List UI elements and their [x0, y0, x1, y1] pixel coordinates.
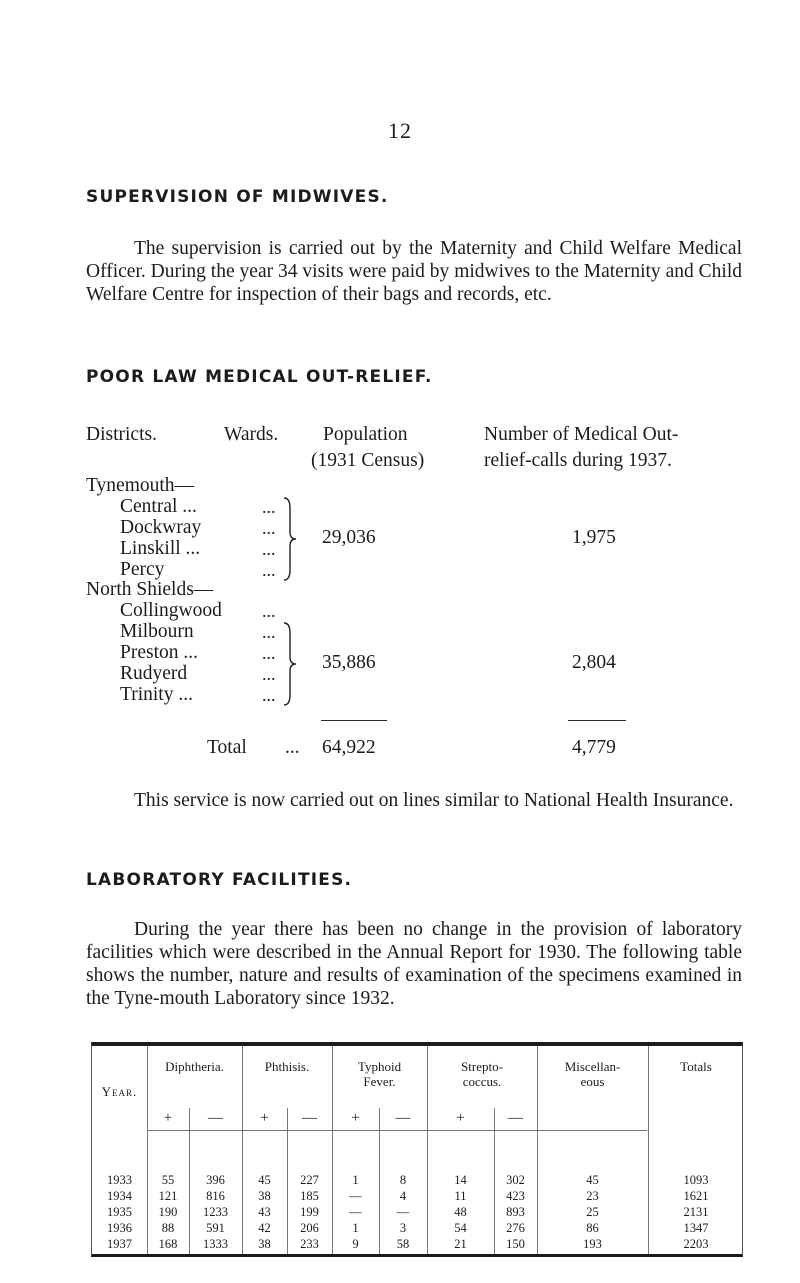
value-cell: 43: [258, 1205, 271, 1219]
laboratory-paragraph: [86, 918, 742, 1010]
value-cell: 55: [161, 1173, 175, 1187]
ward-name: Preston ...: [120, 642, 198, 663]
total-cell: 2203: [683, 1237, 709, 1251]
positive-header: +: [163, 1110, 173, 1126]
tynemouth-brace: [282, 496, 298, 582]
total-cell: 2131: [683, 1205, 709, 1219]
ward-name: Central ...: [120, 496, 197, 517]
total-cell: 1347: [683, 1221, 709, 1235]
total-cell: 1621: [683, 1189, 709, 1203]
population-column-subheader: (1931 Census): [311, 450, 425, 471]
positive-header: +: [351, 1110, 360, 1126]
value-cell: 88: [161, 1221, 175, 1235]
miscellaneous-header: Miscellan-: [564, 1059, 621, 1074]
typhoid-header: Typhoid: [357, 1059, 402, 1074]
value-cell: 276: [506, 1221, 525, 1235]
value-cell: 48: [454, 1205, 467, 1219]
total-cell: 1093: [683, 1173, 709, 1187]
value-cell: —: [349, 1189, 362, 1203]
value-cell: 199: [300, 1205, 319, 1219]
negative-header: —: [302, 1110, 317, 1126]
total-population: 64,922: [322, 737, 376, 758]
value-cell: 11: [454, 1189, 467, 1203]
north-shields-population: 35,886: [322, 652, 376, 673]
leader-dots: ...: [262, 601, 276, 621]
total-dots: ...: [285, 737, 300, 758]
misc-cell: 193: [583, 1237, 602, 1251]
midwives-heading: SUPERVISION OF MIDWIVES.: [86, 187, 389, 207]
tynemouth-calls: 1,975: [572, 527, 616, 548]
leader-dots: ...: [262, 643, 276, 663]
value-cell: 168: [158, 1237, 178, 1251]
positive-header: +: [260, 1110, 269, 1126]
value-cell: 591: [206, 1221, 225, 1235]
typhoid-subheader: Fever.: [363, 1074, 396, 1089]
ward-name: Milbourn: [120, 621, 194, 642]
district-north-shields: North Shields—: [86, 579, 214, 600]
ward-name: Collingwood: [120, 600, 222, 621]
miscellaneous-subheader: eous: [580, 1074, 605, 1089]
value-cell: 45: [258, 1173, 271, 1187]
year-cell: 1935: [107, 1205, 132, 1219]
positive-header: +: [456, 1110, 465, 1126]
page-number: 12: [388, 118, 412, 143]
value-cell: 42: [258, 1221, 271, 1235]
year-cell: 1936: [107, 1221, 132, 1235]
value-cell: 302: [506, 1173, 525, 1187]
value-cell: 1: [352, 1173, 359, 1187]
value-cell: 38: [258, 1189, 271, 1203]
value-cell: 21: [454, 1237, 467, 1251]
district-tynemouth: Tynemouth—: [86, 475, 195, 496]
value-cell: 1233: [203, 1205, 228, 1219]
ward-name: Trinity ...: [120, 684, 193, 705]
laboratory-results-table: [91, 1042, 743, 1257]
misc-cell: 86: [586, 1221, 599, 1235]
value-cell: 190: [158, 1205, 178, 1219]
value-cell: —: [349, 1205, 362, 1219]
north-shields-brace: [282, 621, 298, 707]
laboratory-heading: LABORATORY FACILITIES.: [86, 870, 353, 890]
value-cell: 423: [506, 1189, 525, 1203]
ward-name: Rudyerd: [120, 663, 188, 684]
value-cell: 3: [399, 1221, 407, 1235]
streptococcus-header: Strepto-: [461, 1059, 503, 1074]
north-shields-calls: 2,804: [572, 652, 616, 673]
wards-column-header: Wards.: [224, 424, 279, 445]
value-cell: 121: [158, 1189, 178, 1203]
value-cell: 14: [454, 1173, 467, 1187]
calls-column-header: Number of Medical Out-: [484, 424, 679, 445]
totals-header: Totals: [680, 1059, 712, 1074]
value-cell: —: [396, 1205, 410, 1219]
diphtheria-header: Diphtheria.: [165, 1059, 224, 1074]
misc-cell: 25: [586, 1205, 599, 1219]
tynemouth-population: 29,036: [322, 527, 376, 548]
poor-law-note-text: This service is now carried out on lines similar to National Health Insurance.: [134, 790, 734, 811]
ward-name: Linskill ...: [120, 538, 201, 559]
value-cell: 227: [300, 1173, 319, 1187]
total-calls: 4,779: [572, 737, 616, 758]
year-cell: 1937: [107, 1237, 132, 1251]
poor-law-note: [86, 789, 742, 812]
value-cell: 233: [300, 1237, 319, 1251]
calls-total-rule: [568, 720, 626, 721]
value-cell: 816: [206, 1189, 225, 1203]
year-cell: 1934: [107, 1189, 132, 1203]
leader-dots: ...: [262, 518, 276, 538]
value-cell: 185: [300, 1189, 319, 1203]
value-cell: 4: [399, 1189, 407, 1203]
phthisis-header: Phthisis.: [264, 1059, 310, 1074]
leader-dots: ...: [262, 664, 276, 684]
leader-dots: ...: [262, 560, 276, 580]
value-cell: 38: [258, 1237, 271, 1251]
value-cell: 8: [399, 1173, 407, 1187]
value-cell: 893: [506, 1205, 525, 1219]
value-cell: 54: [454, 1221, 467, 1235]
leader-dots: ...: [262, 685, 276, 705]
negative-header: —: [508, 1110, 523, 1126]
poor-law-heading: POOR LAW MEDICAL OUT-RELIEF.: [86, 367, 433, 387]
leader-dots: ...: [262, 622, 276, 642]
year-cell: 1933: [107, 1173, 132, 1187]
districts-column-header: Districts.: [86, 424, 157, 445]
misc-cell: 23: [586, 1189, 599, 1203]
streptococcus-subheader: coccus.: [462, 1074, 502, 1089]
total-label: Total: [207, 737, 247, 758]
value-cell: 206: [300, 1221, 319, 1235]
calls-column-subheader: relief-calls during 1937.: [484, 450, 672, 471]
population-total-rule: [321, 720, 387, 721]
negative-header: —: [208, 1110, 223, 1126]
leader-dots: ...: [262, 539, 276, 559]
value-cell: 150: [506, 1237, 525, 1251]
leader-dots: ...: [262, 497, 276, 517]
midwives-paragraph-text: The supervision is carried out by the Maternity and Child Welfare Medical Officer. During the year 34 visits were paid by midwives to the Maternity and Child Welfare Centre for inspection of their bags and records, etc.: [86, 238, 742, 305]
year-column-header: Year.: [101, 1084, 138, 1099]
ward-name: Percy: [120, 559, 165, 580]
header-rule: [147, 1130, 647, 1131]
midwives-paragraph: [86, 237, 742, 306]
value-cell: 396: [206, 1173, 225, 1187]
value-cell: 1: [352, 1221, 359, 1235]
negative-header: —: [395, 1110, 411, 1126]
value-cell: 58: [396, 1237, 410, 1251]
misc-cell: 45: [586, 1173, 599, 1187]
value-cell: 9: [352, 1237, 359, 1251]
laboratory-paragraph-text: During the year there has been no change in the provision of laboratory facilities which were described in the Annual Report for 1930. The following table shows the number, nature and results of examination of the specimens examined in the Tyne-mouth Laboratory since 1932.: [86, 919, 742, 1009]
ward-name: Dockwray: [120, 517, 202, 538]
value-cell: 1333: [203, 1237, 228, 1251]
population-column-header: Population: [323, 424, 408, 445]
